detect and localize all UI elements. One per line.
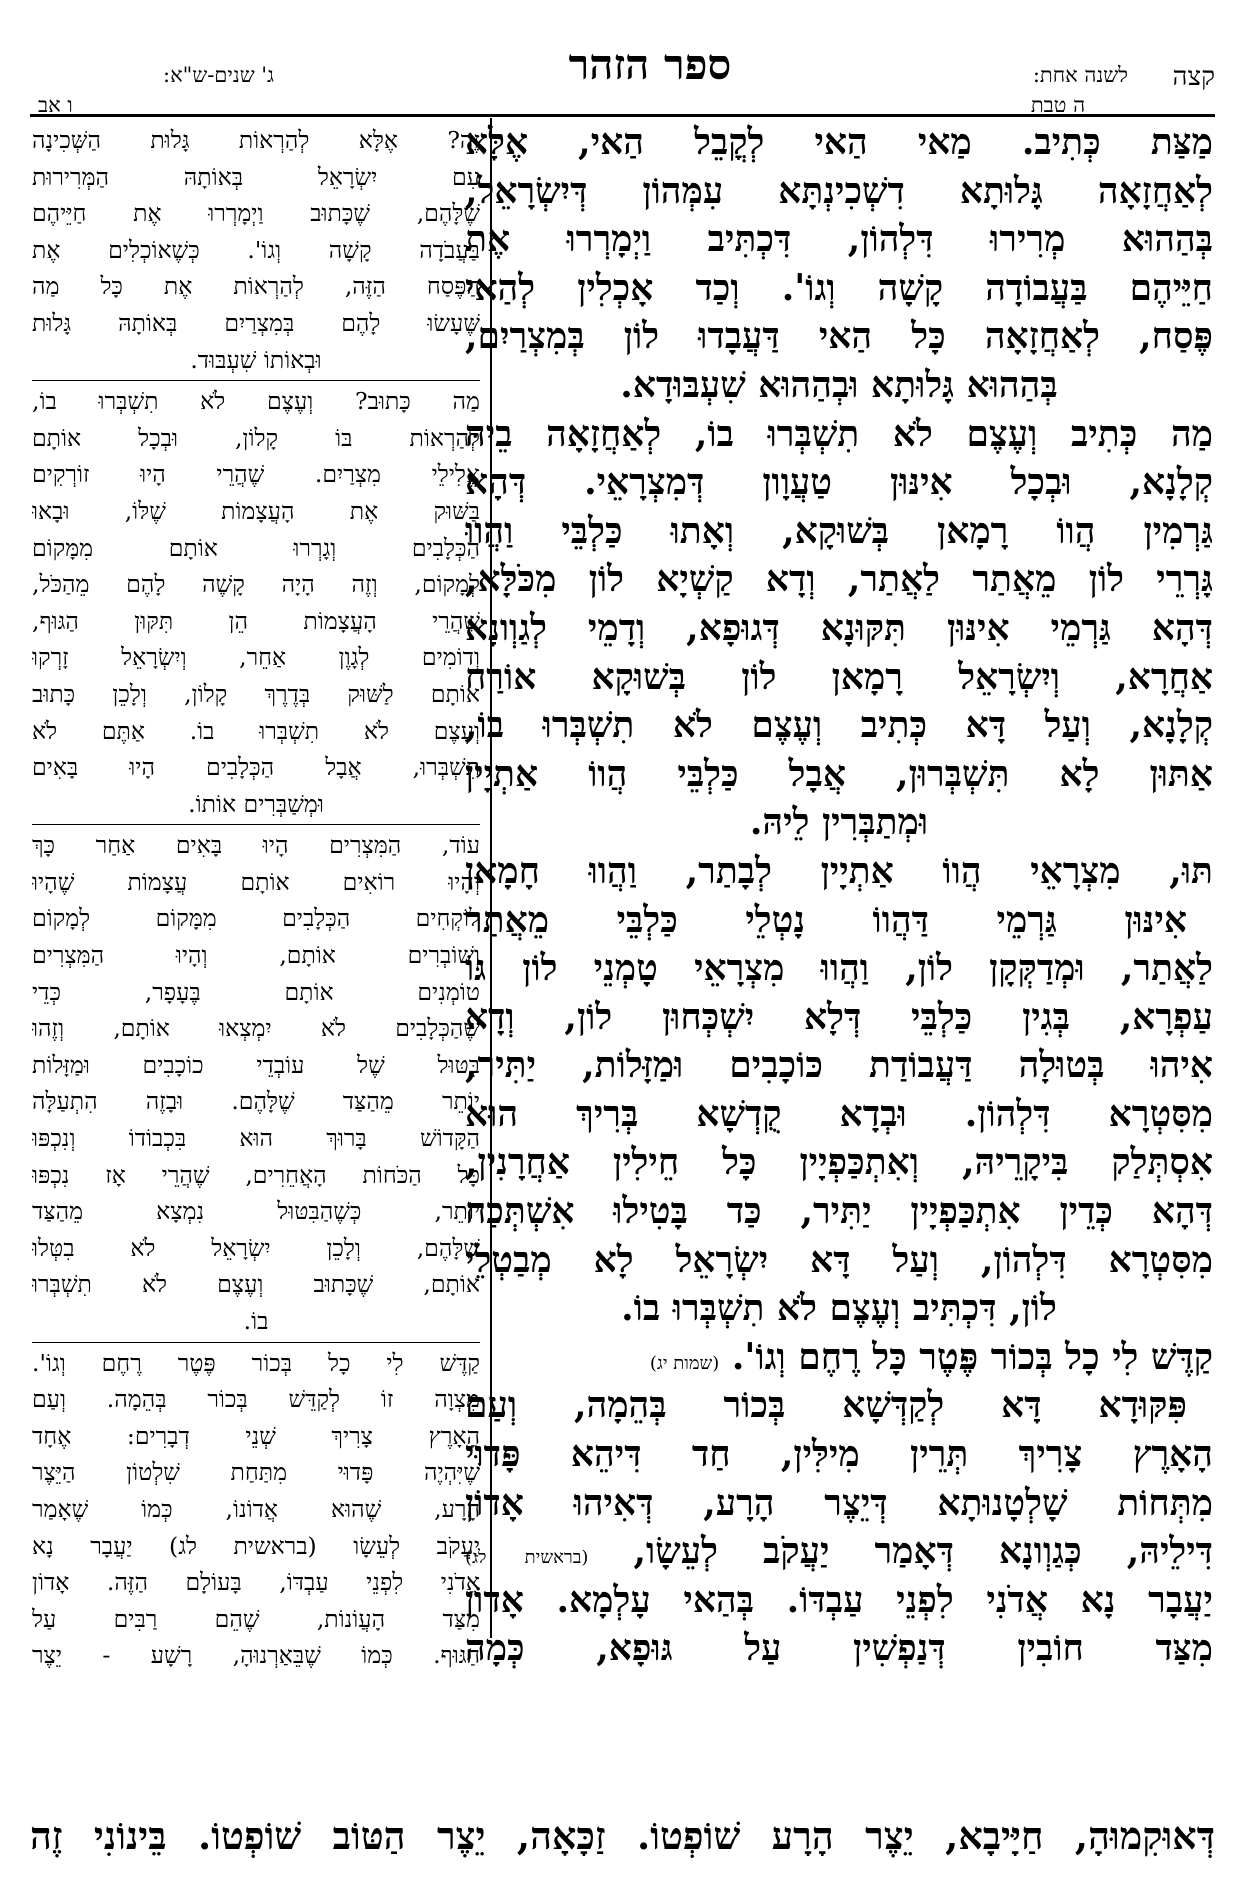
side-line: קַדֶּשׁ לִי כָל בְּכוֹר פֶּטֶר רֶחֶם וְגוֹ'. — [32, 1348, 480, 1377]
side-line: לְהַרְאוֹת בּוֹ קָלוֹן, וּבְכָל אוֹתָם — [32, 423, 480, 452]
main-line-text: דִּילֵיהּ, כְּגַוְונָא דְּאָמַר יַעֲקֹב לְעֵשָׂו, — [633, 1530, 1213, 1573]
main-line: גָּרְרֵי לוֹן מֵאֲתַר לַאֲתַר, וְדָא קַשְׁיָא לוֹן מִכֹּלָּא, — [465, 558, 1213, 601]
side-line: הַגּוּף. כְּמוֹ שֶׁבֵּאַרְנוּהָ, רָשָׁע - יֵצֶר — [32, 1641, 480, 1670]
side-line: יוֹתֵר, כְּשֶׁהַבִּטּוּל נִמְצָא מֵהַצַּד — [32, 1197, 480, 1226]
header-one-year-date: ה טבת — [1030, 93, 1086, 117]
side-line: הַפֶּסַח הַזֶּה, לְהַרְאוֹת אֶת כָּל מַה — [32, 272, 480, 301]
side-line: הָרָע, שֶׁהוּא אֲדוֹנוֹ, כְּמוֹ שֶׁאָמַר — [32, 1494, 480, 1523]
side-line: וְדוֹמִים לְגָוֶן אַחֵר, וְיִשְׂרָאֵל זָרְקוּ — [32, 643, 480, 672]
side-line: וְעֶצֶם לֹא תִשְׁבְּרוּ בוֹ. אַתֶּם לֹא — [32, 716, 480, 745]
verse-reference: (בראשית לג) — [465, 1547, 589, 1569]
main-line: אַחֲרָא, וְיִשְׂרָאֵל רָמָאן לוֹן בְּשׁוּקָא אוֹרַח — [465, 655, 1213, 698]
main-line: אִסְתְּלַק בִּיקָרֵיהּ, וְאִתְכַּפְיָין כָּל חֵילִין אַחֲרָנִין, — [465, 1141, 1213, 1184]
main-line: מַה כְּתִיב וְעֶצֶם לֹא תִשְׁבְּרוּ בוֹ, לְאַחֲזָאָה בֵיהּ — [465, 412, 1213, 455]
main-line: קְלָנָא, וְעַל דָּא כְּתִיב וְעֶצֶם לֹא תִשְׁבְּרוּ בוֹ, — [465, 704, 1213, 747]
footer-line: דְּאוּקִמוּהָ, חַיָּיבָא, יֵצֶר הָרָע שׁוֹפְטוֹ. זַכָּאָה, יֵצֶר הַטּוֹב שׁוֹפְטוֹ. בֵּינוֹנִי זֶה — [30, 1813, 1215, 1858]
side-line: אֲדֹנִי לִפְנֵי עַבְדּוֹ, בָּעוֹלָם הַזֶּה. אָדוֹן — [32, 1568, 480, 1597]
side-line: יַעֲקֹב לְעֵשָׂו (בראשית לג) יַעֲבָר נָא — [32, 1531, 480, 1560]
paragraph-separator — [32, 380, 480, 381]
main-line: וּמְתַבְּרִין לֵיהּ. — [749, 801, 929, 844]
side-line: אֱלִילֵי מִצְרַיִם. שֶׁהֲרֵי הָיוּ זוֹרְקִים — [32, 460, 480, 489]
header-three-years-label: ג' שנים-ש"א: — [163, 63, 274, 87]
side-line: הַקָּדוֹשׁ בָּרוּךְ הוּא בִּכְבוֹדוֹ וְנִכְפּוּ — [32, 1124, 480, 1153]
main-line: לוֹן, דִּכְתִּיב וְעֶצֶם לֹא תִשְׁבְּרוּ בוֹ. — [621, 1287, 1057, 1330]
header-three-years — [34, 60, 274, 120]
main-line: אִינּוּן גַּרְמֵי דַּהֲווֹ נָטְלֵי כַּלְבֵּי מֵאֲתַר — [465, 898, 1187, 941]
side-line: מִצַּד הָעֲוֹנוֹת, שֶׁהֵם רַבִּים עַל — [32, 1604, 480, 1633]
hebrew-translation-column — [32, 122, 480, 1674]
side-line: אוֹתָם לַשּׁוּק בְּדֶרֶךְ קָלוֹן, וְלָכֵן כָּתוּב — [32, 679, 480, 708]
side-line: לְמָקוֹם, וְזֶה הָיָה קָשֶׁה לָהֶם מֵהַכֹּל, — [32, 570, 480, 599]
main-line: בְּהַהוּא גָּלוּתָא וּבְהַהוּא שִׁעְבּוּדָא. — [620, 363, 1058, 406]
side-line: זֶה? אֶלָּא לְהַרְאוֹת גָּלוּת הַשְּׁכִינָה — [32, 126, 480, 154]
side-line: שֶׁלָּהֶם, שֶׁכָּתוּב וַיְמָרְרוּ אֶת חַיֵּיהֶם — [32, 199, 480, 228]
side-line: וּמְשַׁבְּרִים אוֹתוֹ. — [188, 789, 324, 818]
main-line: חַיֵּיהֶם בַּעֲבוֹדָה קָשָׁה וְגוֹ'. וְכַד אָכְלִין לְהַאי — [465, 266, 1213, 309]
paragraph-separator — [32, 1342, 480, 1343]
verse-text: קַדֶּשׁ לִי כָל בְּכוֹר פֶּטֶר כָּל רֶחֶם וְגוֹ'. — [731, 1335, 1213, 1378]
main-line: אַתּוּן לָא תִּשְׁבְּרוּן, אֲבָל כַּלְבֵּי הֲווֹ אַתְיָין — [465, 752, 1213, 795]
main-line: מַצַּת כְּתִיב. מַאי הַאי לְקֳבֵל הַאי, אֶלָּא — [465, 121, 1213, 163]
side-line: וְשׁוֹבְרִים אוֹתָם, וְהָיוּ הַמִּצְרִים — [32, 941, 480, 970]
header-rule — [30, 114, 1215, 117]
side-line: בַּשּׁוּק אֶת הָעֲצָמוֹת שֶׁלּוֹ, וּבָאוּ — [32, 496, 480, 525]
verse-heading — [465, 1333, 1213, 1382]
main-line: מִתְּחוֹת שָׁלְטָנוּתָא דְּיֵצֶר הָרָע, דְּאִיהוּ אָדוֹן — [465, 1481, 1213, 1524]
main-line: לְאַחֲזָאָה גָּלוּתָא דִשְׁכִינְתָּא עִמְּהוֹן דְּיִשְׂרָאֵל, — [465, 169, 1213, 212]
side-line: בוֹ. — [243, 1307, 269, 1335]
main-line: תּוּ, מִצְרָאֵי הֲווֹ אַתְיָין לְבָתַר, וַהֲווּ חָמָאן — [465, 849, 1213, 892]
header-three-years-date: ו אב — [38, 93, 73, 117]
side-line: כָּל הַכֹּחוֹת הָאֲחֵרִים, שֶׁהֲרֵי אָז נִכְפּוּ — [32, 1160, 480, 1189]
main-line: קְלָנָא, וּבְכָל אִינּוּן טַעֲוָון דְּמִצְרָאֵי. דְּהָא — [465, 461, 1213, 504]
side-line: יוֹתֵר מֵהַצַּד שֶׁלָּהֶם. וּבָזֶה הִתְעַלָּה — [32, 1087, 480, 1116]
side-line: בִּטּוּל שֶׁל עוֹבְדֵי כוֹכָבִים וּמַזָּלוֹת — [32, 1050, 480, 1079]
page-number: קצה — [1172, 62, 1215, 92]
main-line-with-ref — [465, 1527, 1213, 1576]
side-line: שֶׁהֲרֵי הָעֲצָמוֹת הֵן תִּקּוּן הַגּוּף, — [32, 606, 480, 635]
side-line: שֶׁהַכְּלָבִים לֹא יִמְצְאוּ אוֹתָם, וְזֶהוּ — [32, 1014, 480, 1043]
main-line: הָאָרֶץ צָרִיךְ תְּרֵין מִילִּין, חַד דִּיהֵא פָּדוּי — [465, 1433, 1213, 1476]
main-line: דְּהָא גַּרְמֵי אִינּוּן תִּקּוּנָא דְּגוּפָא, וְדָמֵי לְגַוְונָא — [465, 606, 1213, 649]
side-line: הָאָרֶץ צָרִיךְ שְׁנֵי דְבָרִים: אֶחָד — [32, 1421, 480, 1450]
main-line: פֶּסַח, לְאַחֲזָאָה כָּל הַאי דַּעֲבָדוּ לוֹן בְּמִצְרַיִם, — [465, 315, 1213, 358]
main-line: אִיהוּ בְּטוּלָה דַּעֲבוֹדַת כּוֹכָבִים וּמַזָּלוֹת, יַתִּיר, — [465, 1044, 1213, 1087]
verse-reference: (שמות יג) — [649, 1352, 720, 1374]
main-line: פִּקּוּדָא דָּא לְקַדְּשָׁא בְּכוֹר בְּהֵמָה, וְעַם — [465, 1384, 1187, 1427]
header-one-year: לשנה אחת: — [1032, 63, 1128, 87]
paragraph-separator — [32, 824, 480, 825]
book-title: ספר הזהר — [568, 40, 732, 89]
header-study-cycle — [988, 60, 1128, 120]
side-line: עוֹד, הַמִּצְרִים הָיוּ בָּאִים אַחַר כָּךְ — [32, 831, 480, 860]
side-line: עִם יִשְׂרָאֵל בְּאוֹתָהּ הַמְּרִירוּת — [32, 162, 480, 191]
main-line: לַאֲתַר, וּמְדַקְּקָן לוֹן, וַהֲווּ מִצְרָאֵי טָמְנֵי לוֹן גּוֹ — [465, 947, 1213, 990]
aramaic-column — [465, 118, 1213, 1673]
side-line: מִצְוָה זוֹ לְקַדֵּשׁ בְּכוֹר בְּהֵמָה. וְעַם — [32, 1385, 480, 1414]
side-line: וְהָיוּ רוֹאִים אוֹתָם עֲצָמוֹת שֶׁהָיוּ — [32, 867, 480, 896]
main-line: מִסִּטְרָא דִּלְהוֹן, וְעַל דָּא יִשְׂרָאֵל לָא מְבַטְלֵי — [465, 1238, 1213, 1281]
main-line: גַּרְמִין הֲווֹ רָמָאן בְּשׁוּקָא, וְאָתוּ כַּלְבֵּי וַהֲווּ — [465, 509, 1213, 552]
side-line: מַה כָּתוּב? וְעֶצֶם לֹא תִשְׁבְּרוּ בוֹ, — [32, 387, 480, 416]
side-line: בַּעֲבֹדָה קָשָׁה וְגוֹ'. כְּשֶׁאוֹכְלִים אֶת — [32, 235, 480, 264]
side-line: טוֹמְנִים אוֹתָם בֶּעָפָר, כְּדֵי — [32, 977, 480, 1006]
side-line: תִשְׁבְּרוּ, אֲבָל הַכְּלָבִים הָיוּ בָּאִים — [32, 753, 480, 782]
side-line: לוֹקְחִים הַכְּלָבִים מִמָּקוֹם לְמָקוֹם — [32, 904, 480, 933]
side-line: שֶׁיִּהְיֶה פָּדוּי מִתַּחַת שִׁלְטוֹן הַיֵּצֶר — [32, 1458, 480, 1487]
main-line: דְּהָא כְּדֵין אִתְכַּפְיָין יַתִּיר, כַּד בָּטִילוּ אִשְׁתְּכַח — [465, 1190, 1213, 1233]
side-line: שֶׁלָּהֶם, וְלָכֵן יִשְׂרָאֵל לֹא בִטְּלוּ — [32, 1233, 480, 1262]
side-line: אוֹתָם, שֶׁכָּתוּב וְעֶצֶם לֹא תִשְׁבְּרוּ — [32, 1270, 480, 1299]
main-line: יַעֲבָר נָא אֲדֹנִי לִפְנֵי עַבְדּוֹ. בְּהַאי עָלְמָא. אָדוֹן — [465, 1578, 1213, 1621]
side-line: וּבְאוֹתוֹ שִׁעְבּוּד. — [190, 345, 322, 374]
main-line: מִצַּד חוֹבִין דְּנַפְשִׁין עַל גּוּפָא, כְּמָה — [465, 1627, 1213, 1670]
main-line: עַפְרָא, בְּגִין כַּלְבֵּי דְּלָא יִשְׁכְּחוּן לוֹן, וְדָא — [465, 995, 1213, 1038]
main-line: בְּהַהוּא מְרִירוּ דִּלְהוֹן, דִּכְתִּיב וַיְמָרְרוּ אֶת — [465, 218, 1213, 261]
side-line: שֶּׁעָשׂוּ לָהֶם בְּמִצְרַיִם בְּאוֹתָהּ גָּלוּת — [32, 308, 480, 337]
main-line: מִסִּטְרָא דִּלְהוֹן. וּבְדָא קֻדְשָׁא בְּרִיךְ הוּא — [465, 1092, 1213, 1135]
side-line: הַכְּלָבִים וְגָרְרוּ אוֹתָם מִמָּקוֹם — [32, 533, 480, 562]
